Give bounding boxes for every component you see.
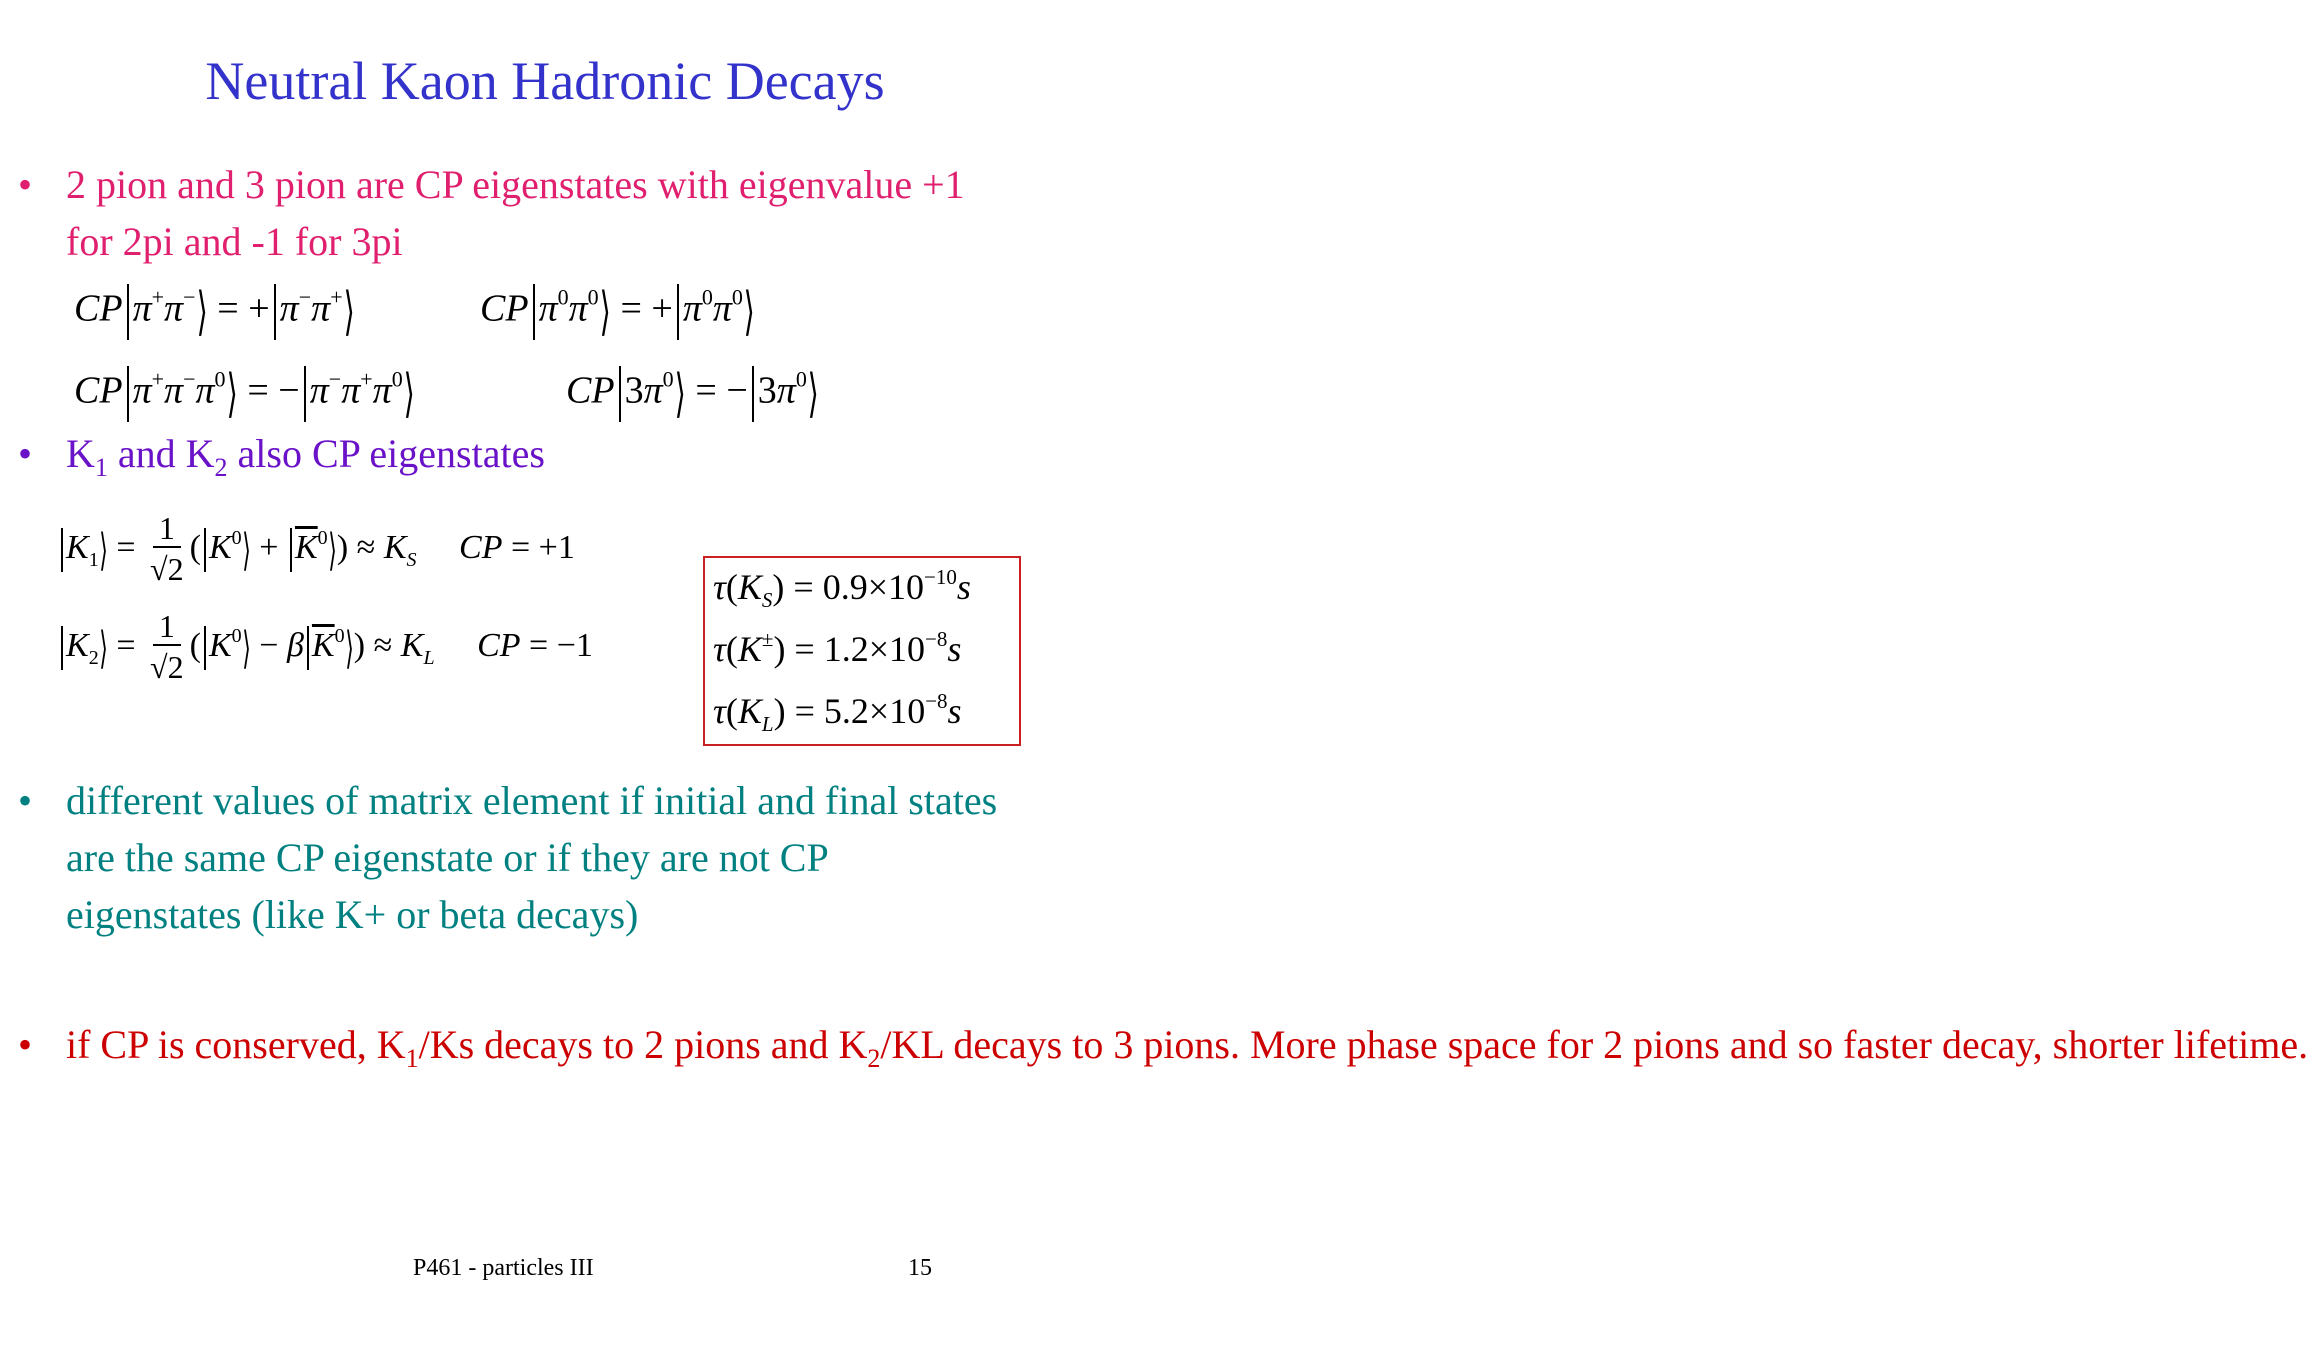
bullet-marker: •	[18, 778, 33, 823]
slide-title: Neutral Kaon Hadronic Decays	[205, 51, 885, 111]
bullet-text: 2 pion and 3 pion are CP eigenstates with eigenvalue +1 for 2pi and -1 for 3pi	[66, 162, 965, 264]
equation-cp-pi-plus-minus: CP π+π−⟩ = + π−π+⟩	[74, 284, 355, 341]
bullet-text-k: K	[66, 431, 95, 476]
equation-cp-3pi0: CP $3\pi^0⟩$ = − $3\pi^0⟩$	[566, 366, 819, 423]
bullet-marker: •	[18, 1022, 33, 1067]
footer-page-number: 15	[908, 1255, 932, 1281]
bullet-text: different values of matrix element if initial and final states are the same CP eigenstate or if they are not CP eigenstates (like K+ or beta decays)	[66, 778, 998, 937]
equation-cp-pi0-pi0: CP $\pi^0\pi^0⟩$ = + $\pi^0\pi^0⟩$	[480, 284, 755, 341]
bullet-cp-conserved: • if CP is conserved, $K_1/Ks$ decays to 2 pions and $K_2/KL$ decays to 3 pions. More phase space for 2 pions and so faster decay, shorter lifetime.	[18, 1016, 1001, 1073]
lifetime-kl: $\tau(K_L) = 5.2\times 10^{-8}s$	[713, 689, 962, 736]
bullet-cp-eigenstates	[18, 156, 1001, 270]
lifetime-k-charged: $\tau(K^\pm) = 1.2\times 10^{-8}s$	[713, 627, 962, 669]
bullet-matrix-element	[18, 772, 1001, 943]
footer-course: P461 - particles III	[413, 1255, 594, 1281]
bullet-marker: •	[18, 162, 33, 207]
equation-k2-definition: $K_2⟩$ = $\frac{1}{√2}$ ( $K^0⟩ - \beta$ $\overline{K}^0⟩) \approx K_L$ CP = −1	[58, 608, 593, 688]
bullet-marker: •	[18, 431, 33, 476]
bullet-k1-k2: • $K_1$ and $K_2$ also CP eigenstates	[18, 425, 1001, 482]
lifetime-box	[703, 556, 1021, 746]
lifetime-ks: $\tau(K_S) = 0.9\times 10^{-10}s$	[713, 565, 971, 612]
equation-cp-three-pion: CP $\pi^+\pi^-\pi^0⟩$ = − $\pi^-\pi^+\pi^0⟩$	[74, 366, 415, 423]
equation-k1-definition: $K_1⟩$ = $\frac{1}{√2}$ ( $K^0⟩$ + $\overline{K}^0⟩) \approx K_S$ CP = +1	[58, 510, 575, 590]
